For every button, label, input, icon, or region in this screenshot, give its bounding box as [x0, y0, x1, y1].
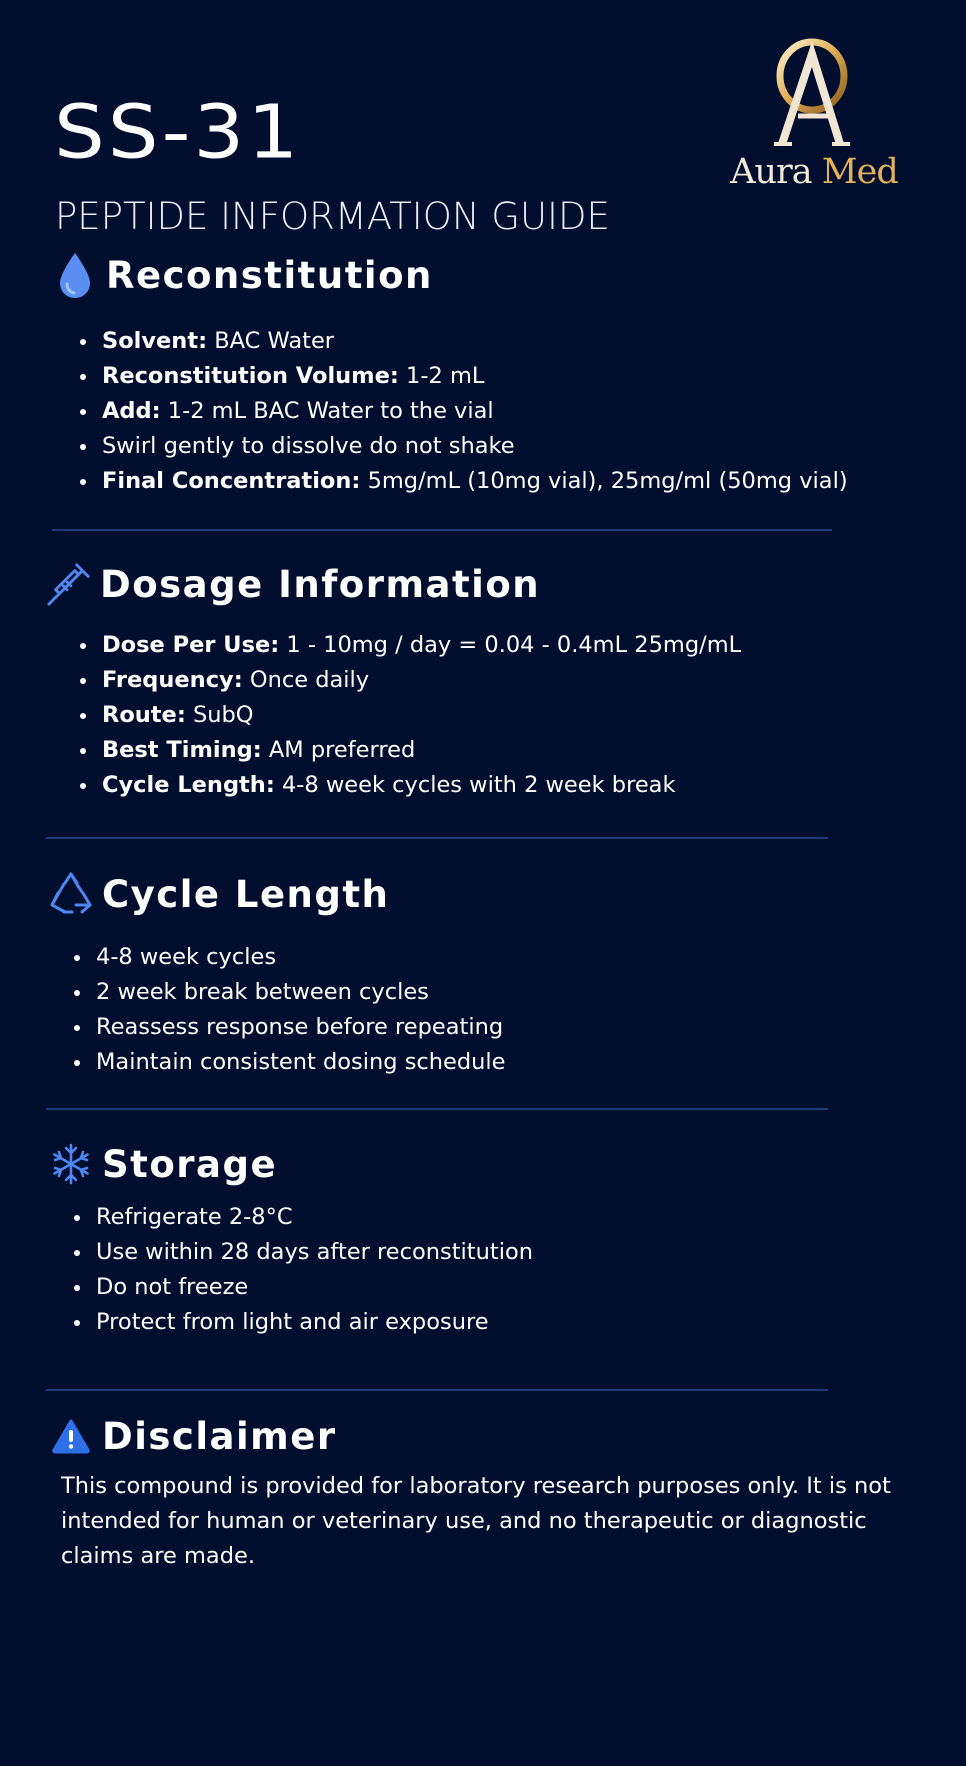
section-divider — [52, 529, 832, 531]
item-value: SubQ — [185, 702, 254, 728]
storage-list — [74, 1200, 533, 1340]
section-title-disclaimer: Disclaimer — [102, 1414, 337, 1458]
item-value: 4-8 week cycles with 2 week break — [274, 772, 676, 798]
list-item: Protect from light and air exposure — [74, 1305, 533, 1340]
section-header-dosage — [46, 561, 540, 607]
item-label: Route: — [102, 702, 186, 728]
water-drop-icon — [52, 252, 98, 298]
list-item: 4-8 week cycles — [74, 940, 506, 975]
item-label: Best Timing: — [102, 737, 262, 763]
page-subtitle: PEPTIDE INFORMATION GUIDE — [55, 195, 610, 238]
recycle-icon — [48, 871, 94, 917]
list-item — [80, 733, 741, 768]
cycle-list — [74, 940, 506, 1080]
section-title-dosage: Dosage Information — [100, 562, 541, 606]
list-item — [80, 394, 848, 429]
list-item: Use within 28 days after reconstitution — [74, 1235, 533, 1270]
syringe-icon — [46, 561, 92, 607]
list-item: Do not freeze — [74, 1270, 533, 1305]
item-value: 5mg/mL (10mg vial), 25mg/ml (50mg vial) — [360, 468, 848, 494]
list-item — [80, 628, 741, 663]
item-label: Dose Per Use: — [102, 632, 280, 658]
logo-wordmark — [712, 152, 916, 192]
list-item — [80, 464, 848, 499]
item-value: Once daily — [242, 667, 370, 693]
section-divider — [46, 1108, 828, 1110]
list-item: 2 week break between cycles — [74, 975, 506, 1010]
item-label: Cycle Length: — [102, 772, 275, 798]
disclaimer-text: This compound is provided for laboratory research purposes only. It is not intended for human or veterinary use, and no therapeutic or diagnostic claims are made. — [61, 1473, 891, 1569]
section-divider — [46, 1389, 828, 1391]
item-value: 1-2 mL BAC Water to the vial — [160, 398, 494, 424]
warning-icon — [48, 1413, 94, 1459]
item-value: 1-2 mL — [398, 363, 485, 389]
item-value: Swirl gently to dissolve do not shake — [102, 433, 515, 459]
section-header-storage — [48, 1141, 277, 1187]
list-item — [80, 359, 848, 394]
list-item: Refrigerate 2-8°C — [74, 1200, 533, 1235]
section-divider — [46, 837, 828, 839]
list-item — [80, 768, 741, 803]
item-label: Solvent: — [102, 328, 208, 354]
list-item — [80, 698, 741, 733]
list-item: Maintain consistent dosing schedule — [74, 1045, 506, 1080]
list-item: Reassess response before repeating — [74, 1010, 506, 1045]
dosage-list — [80, 628, 741, 803]
section-header-disclaimer — [48, 1413, 337, 1459]
item-value: BAC Water — [207, 328, 335, 354]
section-title-storage: Storage — [102, 1142, 278, 1186]
item-value: AM preferred — [261, 737, 416, 763]
brand-logo — [712, 36, 916, 192]
logo-mark-icon — [712, 36, 916, 156]
section-title-reconstitution: Reconstitution — [106, 253, 433, 297]
item-label: Reconstitution Volume: — [102, 363, 399, 389]
section-header-cycle — [48, 871, 389, 917]
logo-word-aura: Aura — [730, 152, 812, 192]
item-label: Final Concentration: — [102, 468, 361, 494]
item-value: 1 - 10mg / day = 0.04 - 0.4mL 25mg/mL — [279, 632, 742, 658]
item-label: Add: — [102, 398, 161, 424]
section-title-cycle: Cycle Length — [102, 872, 390, 916]
snowflake-icon — [48, 1141, 94, 1187]
list-item — [80, 324, 848, 359]
reconstitution-list — [80, 324, 848, 499]
section-header-reconstitution — [52, 252, 433, 298]
page-title: SS-31 — [54, 89, 302, 176]
logo-word-med: Med — [821, 152, 898, 192]
item-label: Frequency: — [102, 667, 243, 693]
list-item — [80, 663, 741, 698]
list-item — [80, 429, 848, 464]
